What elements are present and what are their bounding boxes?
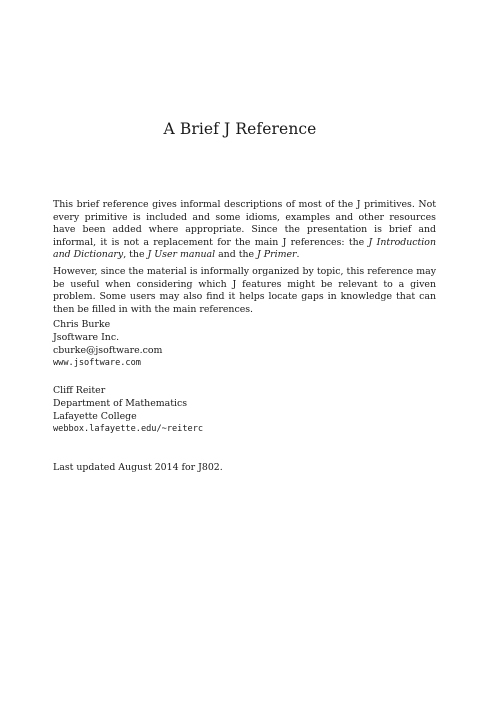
author-block-reiter: [53, 385, 203, 436]
usage-paragraph: However, since the material is informally organized by topic, this reference may be useful when considering which J features might be relevant to a given problem. Some users may also find it helps locate gaps in knowledge that can then be filled in with the main references.: [53, 266, 436, 315]
author-organization: Lafayette College: [53, 410, 137, 422]
author-name: Chris Burke: [53, 319, 111, 330]
author-website: www.jsoftware.com: [53, 358, 141, 369]
author-website: webbox.lafayette.edu/~reiterc: [53, 424, 204, 435]
author-name: Cliff Reiter: [53, 385, 106, 396]
intro-text-1: This brief reference gives informal descriptions of most of the J primitives. Not every primitive is included and some idioms, examples and other resources have been added where appropriate. Since the presentation is brief and informal, it is not a replacement for the main J references: the: [53, 199, 436, 248]
ref-dictionary: J Introduction and Dictionary: [53, 236, 436, 261]
last-updated-text: Last updated August 2014 for J802.: [53, 462, 223, 473]
intro-text-2: , the: [123, 249, 148, 261]
intro-text-3: and the: [215, 249, 258, 261]
intro-paragraph: [53, 199, 436, 262]
document-title: A Brief J Reference: [163, 120, 317, 138]
intro-text-4: .: [296, 249, 300, 261]
ref-user-manual: J User manual: [147, 249, 216, 261]
last-updated-note: [53, 462, 223, 475]
author-department: Department of Mathematics: [53, 397, 188, 409]
author-block-burke: [53, 319, 162, 370]
author-email: cburke@jsoftware.com: [53, 344, 163, 356]
author-organization: Jsoftware Inc.: [53, 331, 120, 343]
ref-primer: J Primer: [257, 249, 297, 261]
